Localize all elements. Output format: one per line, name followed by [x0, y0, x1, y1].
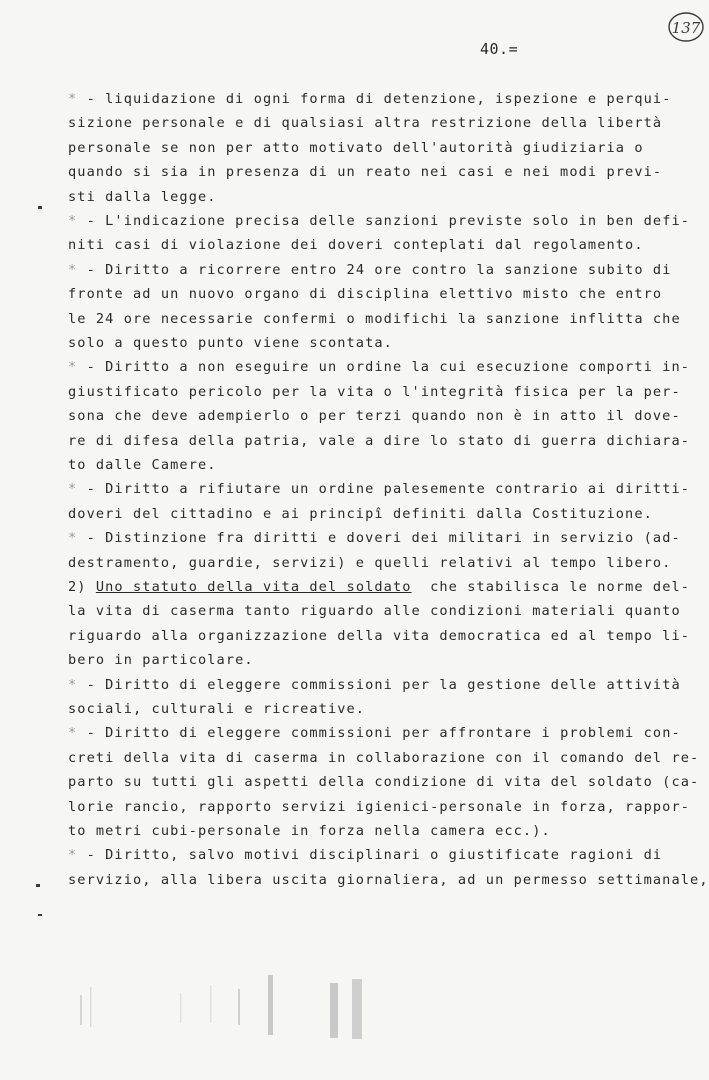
bullet-asterisk: * [68, 213, 78, 229]
line-text: giustificato pericolo per la vita o l'integrità fisica per la per- [68, 383, 681, 400]
line-text: - Distinzione fra diritti e doveri dei militari in servizio (ad- [77, 530, 681, 547]
line-text: creti della vita di caserma in collaborazione con il comando del re- [68, 749, 700, 766]
line-text: parto su tutti gli aspetti della condizione di vita del soldato (ca- [68, 774, 700, 791]
line-text: sociali, culturali e ricreative. [68, 701, 366, 717]
text-line [68, 114, 662, 132]
line-text: riguardo alla organizzazione della vita democratica ed al tempo li- [68, 627, 691, 644]
bullet-asterisk: * [68, 530, 78, 547]
text-line [68, 871, 709, 889]
line-text: sti dalla legge. [68, 188, 217, 205]
line-text: le 24 ore necessarie confermi o modifichi la sanzione inflitta che [68, 310, 681, 327]
archive-stamp [666, 10, 706, 44]
text-line [68, 627, 690, 645]
line-text: - Diritto a rifiutare un ordine palesemente contrario ai diritti- [77, 481, 691, 498]
text-line [68, 310, 681, 328]
text-line [68, 236, 644, 254]
text-line [68, 358, 690, 376]
text-line [68, 676, 681, 694]
margin-mark [38, 914, 42, 916]
line-text: servizio, alla libera uscita giornaliera, ad un permesso settimanale, [68, 871, 709, 888]
text-line [68, 383, 681, 401]
text-line [68, 822, 551, 840]
line-text: - Diritto a ricorrere entro 24 ore contro la sanzione subito di [77, 261, 672, 278]
section-heading: Uno statuto della vita del soldato [95, 579, 412, 595]
text-line [68, 529, 681, 547]
line-text: doveri del cittadino e ai principî definiti dalla Costituzione. [68, 505, 653, 522]
text-line [68, 407, 681, 425]
line-text: sizione personale e di qualsiasi altra restrizione della libertà [68, 115, 663, 132]
line-text: bero in particolare. [68, 652, 254, 669]
text-line [68, 432, 690, 450]
text-line [68, 480, 690, 498]
text-line [68, 651, 254, 669]
line-text: re di difesa della patria, vale a dire lo stato di guerra dichiara- [68, 432, 691, 449]
stamp-text: 137 [671, 19, 701, 37]
line-text: - liquidazione di ogni forma di detenzione, ispezione e perqui- [77, 91, 672, 107]
line-text: destramento, guardie, servizi) e quelli relativi al tempo libero. [68, 554, 672, 571]
bullet-asterisk: * [68, 261, 78, 278]
line-text: personale se non per atto motivato dell'autorità giudiziaria o [68, 139, 644, 156]
text-line [68, 188, 217, 206]
line-text: sona che deve adempierlo o per terzi quando non è in atto il dove- [68, 408, 681, 425]
text-line [68, 334, 393, 352]
text-line [68, 163, 662, 181]
line-text: - Diritto di eleggere commissioni per affrontare i problemi con- [77, 725, 681, 742]
line-text: fronte ad un nuovo organo di disciplina elettivo misto che entro [68, 286, 663, 303]
bullet-asterisk: * [68, 359, 78, 376]
line-text: - Diritto, salvo motivi disciplinari o giustificate ragioni di [77, 847, 663, 864]
bleed-through-marks [60, 965, 460, 1045]
text-line [68, 602, 681, 620]
text-line [68, 749, 699, 767]
text-line [68, 90, 671, 108]
text-line [68, 212, 690, 230]
line-text: niti casi di violazione dei doveri conteplati dal regolamento. [68, 237, 644, 254]
text-line [68, 724, 681, 742]
section-number: 2) [68, 579, 96, 595]
text-line [68, 578, 690, 596]
line-text: che stabilisca le norme del- [411, 579, 691, 595]
bullet-asterisk: * [68, 676, 78, 693]
text-line [68, 505, 653, 523]
bullet-asterisk: * [68, 91, 78, 107]
page-number: 40.= [480, 40, 519, 58]
line-text: - Diritto di eleggere commissioni per la gestione delle attività [77, 676, 681, 693]
text-line [68, 773, 699, 791]
text-line [68, 139, 644, 157]
text-line [68, 554, 671, 572]
text-line [68, 846, 662, 864]
line-text: - Diritto a non eseguire un ordine la cui esecuzione comporti in- [77, 359, 691, 376]
text-line [68, 700, 365, 718]
text-line [68, 285, 662, 303]
margin-mark [36, 884, 40, 887]
text-line [68, 261, 671, 279]
line-text: - L'indicazione precisa delle sanzioni previste solo in ben defi- [77, 213, 691, 229]
text-line [68, 456, 217, 474]
line-text: quando si sia in presenza di un reato nei casi e nei modi previ- [68, 164, 663, 181]
bullet-asterisk: * [68, 847, 78, 864]
bullet-asterisk: * [68, 725, 78, 742]
text-line [68, 798, 690, 816]
margin-mark [38, 206, 42, 209]
line-text: solo a questo punto viene scontata. [68, 335, 393, 351]
line-text: lorie rancio, rapporto servizi igienici-personale in forza, rappor- [68, 798, 691, 815]
line-text: la vita di caserma tanto riguardo alle condizioni materiali quanto [68, 603, 681, 620]
line-text: to dalle Camere. [68, 457, 217, 473]
line-text: to metri cubi-personale in forza nella camera ecc.). [68, 823, 551, 839]
bullet-asterisk: * [68, 481, 78, 498]
